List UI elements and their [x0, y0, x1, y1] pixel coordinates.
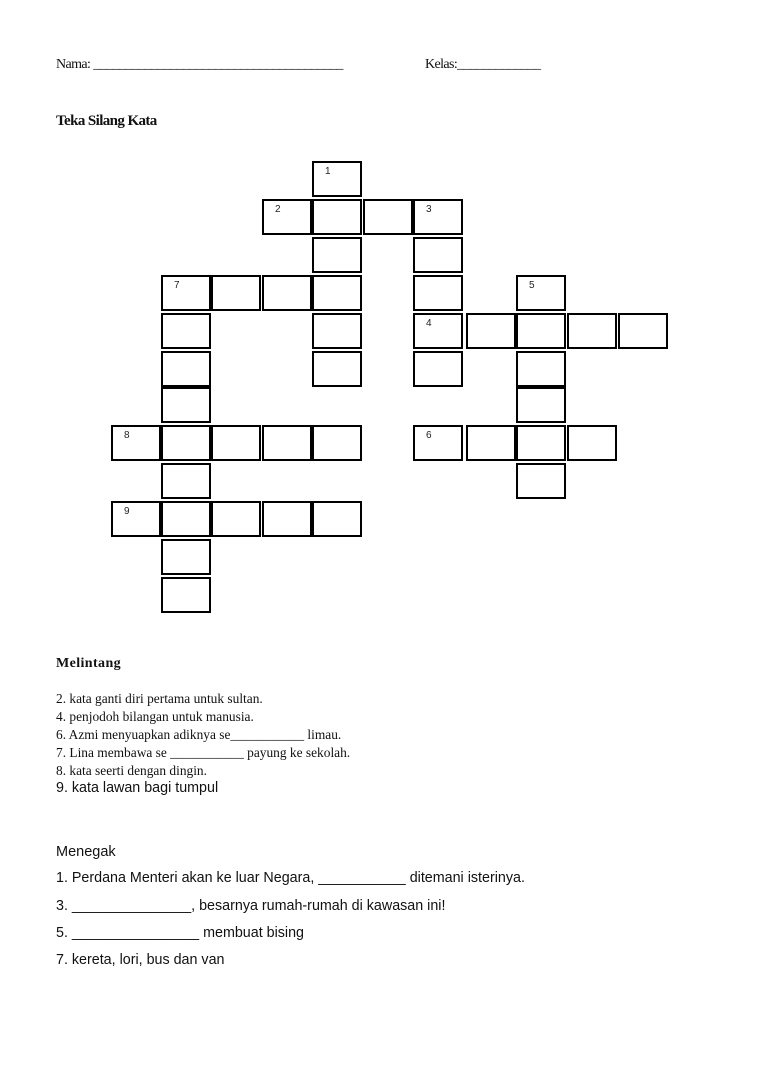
crossword-cell[interactable] [211, 275, 261, 311]
crossword-cell[interactable] [161, 463, 211, 499]
clue-number: 1 [325, 166, 331, 177]
clue-number: 7 [174, 280, 180, 291]
crossword-cell[interactable] [413, 313, 463, 349]
crossword-cell[interactable] [363, 199, 413, 235]
crossword-cell[interactable] [567, 425, 617, 461]
crossword-cell[interactable] [211, 501, 261, 537]
across-clue-2: 2. kata ganti diri pertama untuk sultan. [56, 691, 263, 706]
crossword-cell[interactable] [312, 199, 362, 235]
clue-number: 2 [275, 204, 281, 215]
clue-number: 9 [124, 506, 130, 517]
crossword-cell[interactable] [111, 425, 161, 461]
crossword-cell[interactable] [211, 425, 261, 461]
name-field [56, 57, 343, 73]
crossword-cell[interactable] [618, 313, 668, 349]
crossword-cell[interactable] [111, 501, 161, 537]
crossword-cell[interactable] [312, 313, 362, 349]
down-heading: Menegak [56, 844, 116, 860]
name-blank: _______________________________________ [93, 57, 343, 72]
down-clue-1: 1. Perdana Menteri akan ke luar Negara, ___________ ditemani isterinya. [56, 870, 525, 886]
crossword-cell[interactable] [161, 351, 211, 387]
crossword-cell[interactable] [312, 501, 362, 537]
crossword-cell[interactable] [161, 313, 211, 349]
crossword-cell[interactable] [516, 275, 566, 311]
crossword-cell[interactable] [312, 425, 362, 461]
crossword-cell[interactable] [161, 539, 211, 575]
across-clue-8: 8. kata seerti dengan dingin. [56, 763, 207, 778]
clue-number: 6 [426, 430, 432, 441]
across-clue-9: 9. kata lawan bagi tumpul [56, 780, 219, 796]
across-heading: Melintang [56, 656, 122, 671]
class-label: Kelas: [425, 57, 458, 72]
crossword-cell[interactable] [516, 425, 566, 461]
crossword-cell[interactable] [161, 577, 211, 613]
crossword-cell[interactable] [516, 351, 566, 387]
down-clue-3: 3. _______________, besarnya rumah-rumah di kawasan ini! [56, 898, 446, 914]
crossword-cell[interactable] [262, 501, 312, 537]
crossword-cell[interactable] [516, 313, 566, 349]
crossword-cell[interactable] [466, 313, 516, 349]
clue-number: 4 [426, 318, 432, 329]
crossword-cell[interactable] [161, 387, 211, 423]
page-title: Teka Silang Kata [56, 113, 157, 129]
down-clue-5: 5. ________________ membuat bising [56, 925, 305, 941]
name-label: Nama: [56, 57, 94, 72]
crossword-cell[interactable] [413, 351, 463, 387]
crossword-cell[interactable] [262, 275, 312, 311]
clue-number: 5 [529, 280, 535, 291]
crossword-cell[interactable] [312, 275, 362, 311]
clue-number: 3 [426, 204, 432, 215]
crossword-cell[interactable] [161, 425, 211, 461]
crossword-cell[interactable] [413, 199, 463, 235]
crossword-cell[interactable] [413, 237, 463, 273]
class-blank: _____________ [457, 57, 541, 72]
crossword-cell[interactable] [516, 387, 566, 423]
crossword-cell[interactable] [516, 463, 566, 499]
crossword-cell[interactable] [262, 425, 312, 461]
across-clue-4: 4. penjodoh bilangan untuk manusia. [56, 709, 254, 724]
crossword-cell[interactable] [312, 237, 362, 273]
crossword-cell[interactable] [161, 275, 211, 311]
clue-number: 8 [124, 430, 130, 441]
crossword-cell[interactable] [161, 501, 211, 537]
crossword-cell[interactable] [413, 275, 463, 311]
crossword-cell[interactable] [567, 313, 617, 349]
crossword-cell[interactable] [466, 425, 516, 461]
class-field [425, 57, 540, 73]
across-clue-7: 7. Lina membawa se ___________ payung ke sekolah. [56, 745, 351, 760]
crossword-cell[interactable] [312, 351, 362, 387]
down-clue-7: 7. kereta, lori, bus dan van [56, 952, 225, 968]
crossword-cell[interactable] [413, 425, 463, 461]
crossword-cell[interactable] [262, 199, 312, 235]
crossword-cell[interactable] [312, 161, 362, 197]
across-clue-6: 6. Azmi menyuapkan adiknya se___________ limau. [56, 727, 342, 742]
